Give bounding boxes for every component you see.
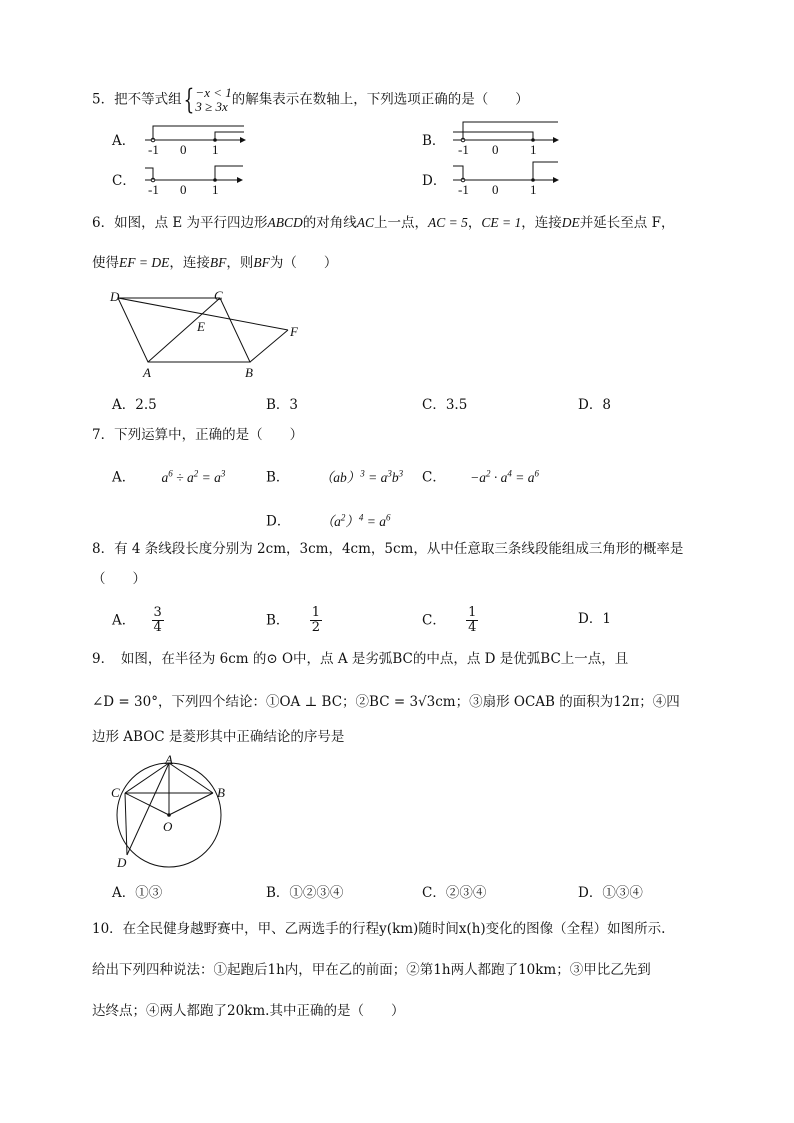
q8-option-c[interactable] [422, 606, 478, 635]
q7-option-c[interactable] [422, 464, 539, 487]
q5-option-b-label[interactable]: B． [422, 133, 446, 149]
math: CE = 1 [481, 215, 522, 230]
q7-option-a[interactable] [112, 464, 225, 487]
q6-parallelogram-figure [105, 286, 315, 382]
label-a: A [143, 365, 151, 380]
q5-system [195, 86, 231, 114]
label-o: O [163, 819, 173, 834]
tick-label: 0 [492, 142, 499, 157]
q7-option-a-expr: $a^6 \div a^2 = a^3$ [161, 468, 226, 485]
denominator: 4 [153, 620, 162, 635]
tick-label: -1 [458, 182, 469, 197]
q5-prefix: 5．把不等式组 [92, 91, 182, 108]
q6-stem-line2 [92, 254, 337, 272]
math: BF [209, 255, 227, 270]
q5-option-d-label[interactable]: D． [422, 173, 447, 189]
text: ，则 [226, 255, 254, 271]
numerator: 1 [311, 605, 320, 620]
q9-stem-line1: 9． 如图，在半径为 6cm 的⊙ O中，点 A 是劣弧BC的中点，点 D 是优弧BC上一点，且 [92, 651, 629, 667]
q5-stem [92, 83, 529, 116]
math: ABCD [267, 215, 303, 230]
numerator: 1 [468, 605, 477, 620]
q7-option-b[interactable] [266, 464, 403, 487]
q9-option-b[interactable]: B．①②③④ [266, 885, 344, 901]
q8-paren: （ ） [92, 571, 146, 587]
q10-stem-line1: 10．在全民健身越野赛中，甲、乙两选手的行程y(km)随时间x(h)变化的图像（全程）如图所示. [92, 921, 666, 937]
q7-option-c-label: C． [422, 469, 446, 486]
q5-system-line2: 3 ≥ 3x [195, 99, 228, 114]
q5-option-a-label[interactable]: A． [112, 133, 136, 149]
q9-option-c[interactable]: C．②③④ [422, 885, 487, 901]
q7-option-a-label: A． [112, 469, 136, 486]
q7-option-d[interactable] [266, 508, 391, 531]
q8-option-b[interactable] [266, 606, 322, 635]
tick-label: 0 [180, 182, 187, 197]
q6-option-d[interactable]: D．8 [578, 397, 611, 413]
label-e: E [197, 319, 205, 334]
q8-option-a-fraction [152, 606, 164, 635]
q9-option-a[interactable]: A．①③ [112, 885, 163, 901]
text: 的对角线 [302, 215, 357, 231]
q7-stem: 7．下列运算中，正确的是（ ） [92, 427, 304, 443]
q8-option-b-label: B． [266, 612, 290, 629]
q9-option-d[interactable]: D．①③④ [578, 885, 643, 901]
tick-label: 1 [530, 182, 537, 197]
numerator: 3 [153, 605, 162, 620]
text: 上一点， [374, 215, 429, 231]
q6-option-c[interactable]: C．3.5 [422, 397, 468, 413]
q8-option-b-fraction [310, 606, 322, 635]
q9-stem-line3: 边形 ABOC 是菱形其中正确结论的序号是 [92, 729, 345, 745]
label-d: D [117, 855, 127, 870]
q8-option-d[interactable]: D．1 [578, 611, 611, 627]
q8-option-c-fraction [466, 606, 478, 635]
q5-option-c-numberline[interactable] [140, 158, 250, 198]
q9-stem-line2: ∠D = 30°，下列四个结论：①OA ⊥ BC；②BC = 3√3cm；③扇形 OCAB 的面积为12π；④四 [92, 694, 680, 710]
tick-label: -1 [458, 142, 469, 157]
q7-option-d-label: D． [266, 513, 291, 530]
q6-option-b[interactable]: B．3 [266, 397, 299, 413]
q5-option-c-label[interactable]: C． [112, 173, 136, 189]
q6-option-a[interactable]: A．2.5 [112, 397, 157, 413]
q7-option-c-expr: $-a^2 \cdot a^4 = a^6$ [470, 468, 540, 485]
text: 并延长至点 F， [579, 215, 675, 231]
q7-option-b-expr: $(ab)^3 = a^3b^3$ [319, 468, 404, 485]
text: 6．如图，点 E 为平行四边形 [92, 215, 268, 231]
denominator: 2 [311, 620, 320, 635]
math: AC = 5 [428, 215, 468, 230]
math: BF [253, 255, 270, 270]
q7-option-b-label: B． [266, 469, 290, 486]
tick-label: 0 [180, 142, 187, 157]
math: AC [356, 215, 375, 230]
q8-stem: 8．有 4 条线段长度分别为 2cm，3cm，4cm，5cm，从中任意取三条线段能组成三角形的概率是 [92, 541, 684, 557]
label-c: C [111, 785, 120, 800]
label-f: F [290, 324, 298, 339]
math: DE [561, 215, 580, 230]
label-c: C [214, 288, 223, 303]
text: 使得 [92, 255, 119, 271]
math: EF = DE [119, 255, 170, 270]
tick-label: 1 [212, 182, 219, 197]
q5-option-d-numberline[interactable] [450, 158, 562, 198]
label-d: D [110, 289, 120, 304]
text: 为（ ） [269, 255, 338, 271]
text: ， [467, 215, 482, 231]
q5-system-line1: −x < 1 [195, 85, 232, 100]
tick-label: 1 [530, 142, 537, 157]
q5-option-b-numberline[interactable] [450, 118, 562, 158]
q6-stem-line1 [92, 214, 674, 232]
label-a: A [165, 752, 173, 767]
q10-stem-line3: 达终点；④两人都跑了20km.其中正确的是（ ） [92, 1003, 405, 1019]
q9-circle-figure [105, 752, 235, 875]
brace-icon: { [183, 83, 194, 116]
q7-option-d-expr: $(a^2)^4 = a^6$ [320, 512, 391, 529]
q5-suffix: 的解集表示在数轴上，下列选项正确的是（ ） [231, 91, 529, 108]
tick-label: 0 [492, 182, 499, 197]
q8-option-a-label: A． [112, 612, 136, 629]
q10-stem-line2: 给出下列四种说法：①起跑后1h内，甲在乙的前面；②第1h两人都跑了10km；③甲比乙先到 [92, 962, 651, 978]
q8-option-a[interactable] [112, 606, 164, 635]
tick-label: -1 [148, 182, 159, 197]
q8-option-c-label: C． [422, 612, 446, 629]
tick-label: 1 [212, 142, 219, 157]
text: ，连接 [169, 255, 210, 271]
denominator: 4 [468, 620, 477, 635]
text: ，连接 [521, 215, 562, 231]
label-b: B [245, 365, 253, 380]
tick-label: -1 [148, 142, 159, 157]
q5-option-a-numberline[interactable] [140, 118, 250, 158]
label-b: B [217, 785, 225, 800]
